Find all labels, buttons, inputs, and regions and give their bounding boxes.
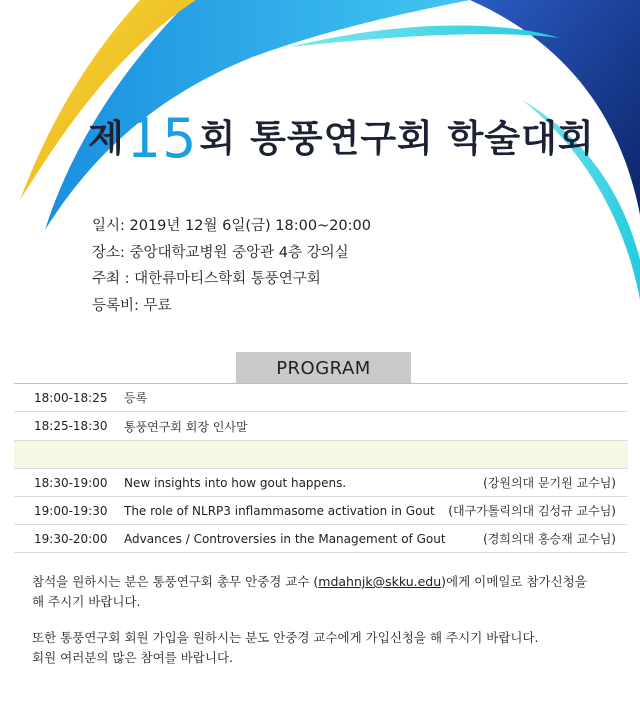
note-line-2: 해 주시기 바랍니다. — [32, 594, 141, 609]
info-venue: 장소: 중앙대학교병원 중앙관 4층 강의실 — [92, 244, 349, 261]
row-time: 19:00-19:30 — [34, 503, 108, 518]
table-row-break — [14, 441, 628, 469]
registration-notes — [32, 572, 587, 668]
contact-email-link[interactable]: mdahnjk@skku.edu — [318, 574, 442, 589]
row-speaker: (경희의대 홍승재 교수님) — [483, 532, 616, 546]
note-line-1: 참석을 원하시는 분은 통풍연구회 총무 안중경 교수 (mdahnjk@skku.edu)에게 이메일로 참가신청을 — [32, 574, 587, 589]
table-row — [14, 469, 628, 497]
note-line-4: 회원 여러분의 많은 참여를 바랍니다. — [32, 650, 233, 665]
row-speaker: (대구가톨릭의대 김성규 교수님) — [448, 504, 616, 518]
info-fee: 등록비: 무료 — [92, 297, 172, 314]
table-row — [14, 497, 628, 525]
program-heading: PROGRAM — [236, 352, 411, 383]
event-info — [92, 213, 371, 319]
row-title: The role of NLRP3 inflammasome activation in Gout — [124, 503, 435, 518]
row-title: New insights into how gout happens. — [124, 475, 347, 490]
info-host: 주최 : 대한류마티스학회 통풍연구회 — [92, 271, 321, 287]
row-title: 등록 — [124, 391, 148, 405]
page-title: 제15회 통풍연구회 학술대회 — [88, 107, 595, 170]
table-row — [14, 525, 628, 553]
row-time: 18:30-19:00 — [34, 475, 108, 490]
edition-number: 15 — [126, 107, 198, 170]
row-time: 18:25-18:30 — [34, 419, 108, 433]
row-title: 통풍연구회 회장 인사말 — [124, 419, 248, 434]
table-row — [14, 412, 628, 441]
note-line-3: 또한 통풍연구회 회원 가입을 원하시는 분도 안중경 교수에게 가입신청을 해 주시기 바랍니다. — [32, 630, 539, 645]
table-row — [14, 384, 628, 412]
row-time: 18:00-18:25 — [34, 390, 108, 405]
program-table — [14, 384, 628, 553]
row-title: Advances / Controversies in the Management of Gout — [124, 531, 446, 546]
info-date: 일시: 2019년 12월 6일(금) 18:00~20:00 — [92, 218, 371, 234]
row-time: 19:30-20:00 — [34, 531, 108, 546]
row-speaker: (강원의대 문기원 교수님) — [483, 476, 616, 490]
